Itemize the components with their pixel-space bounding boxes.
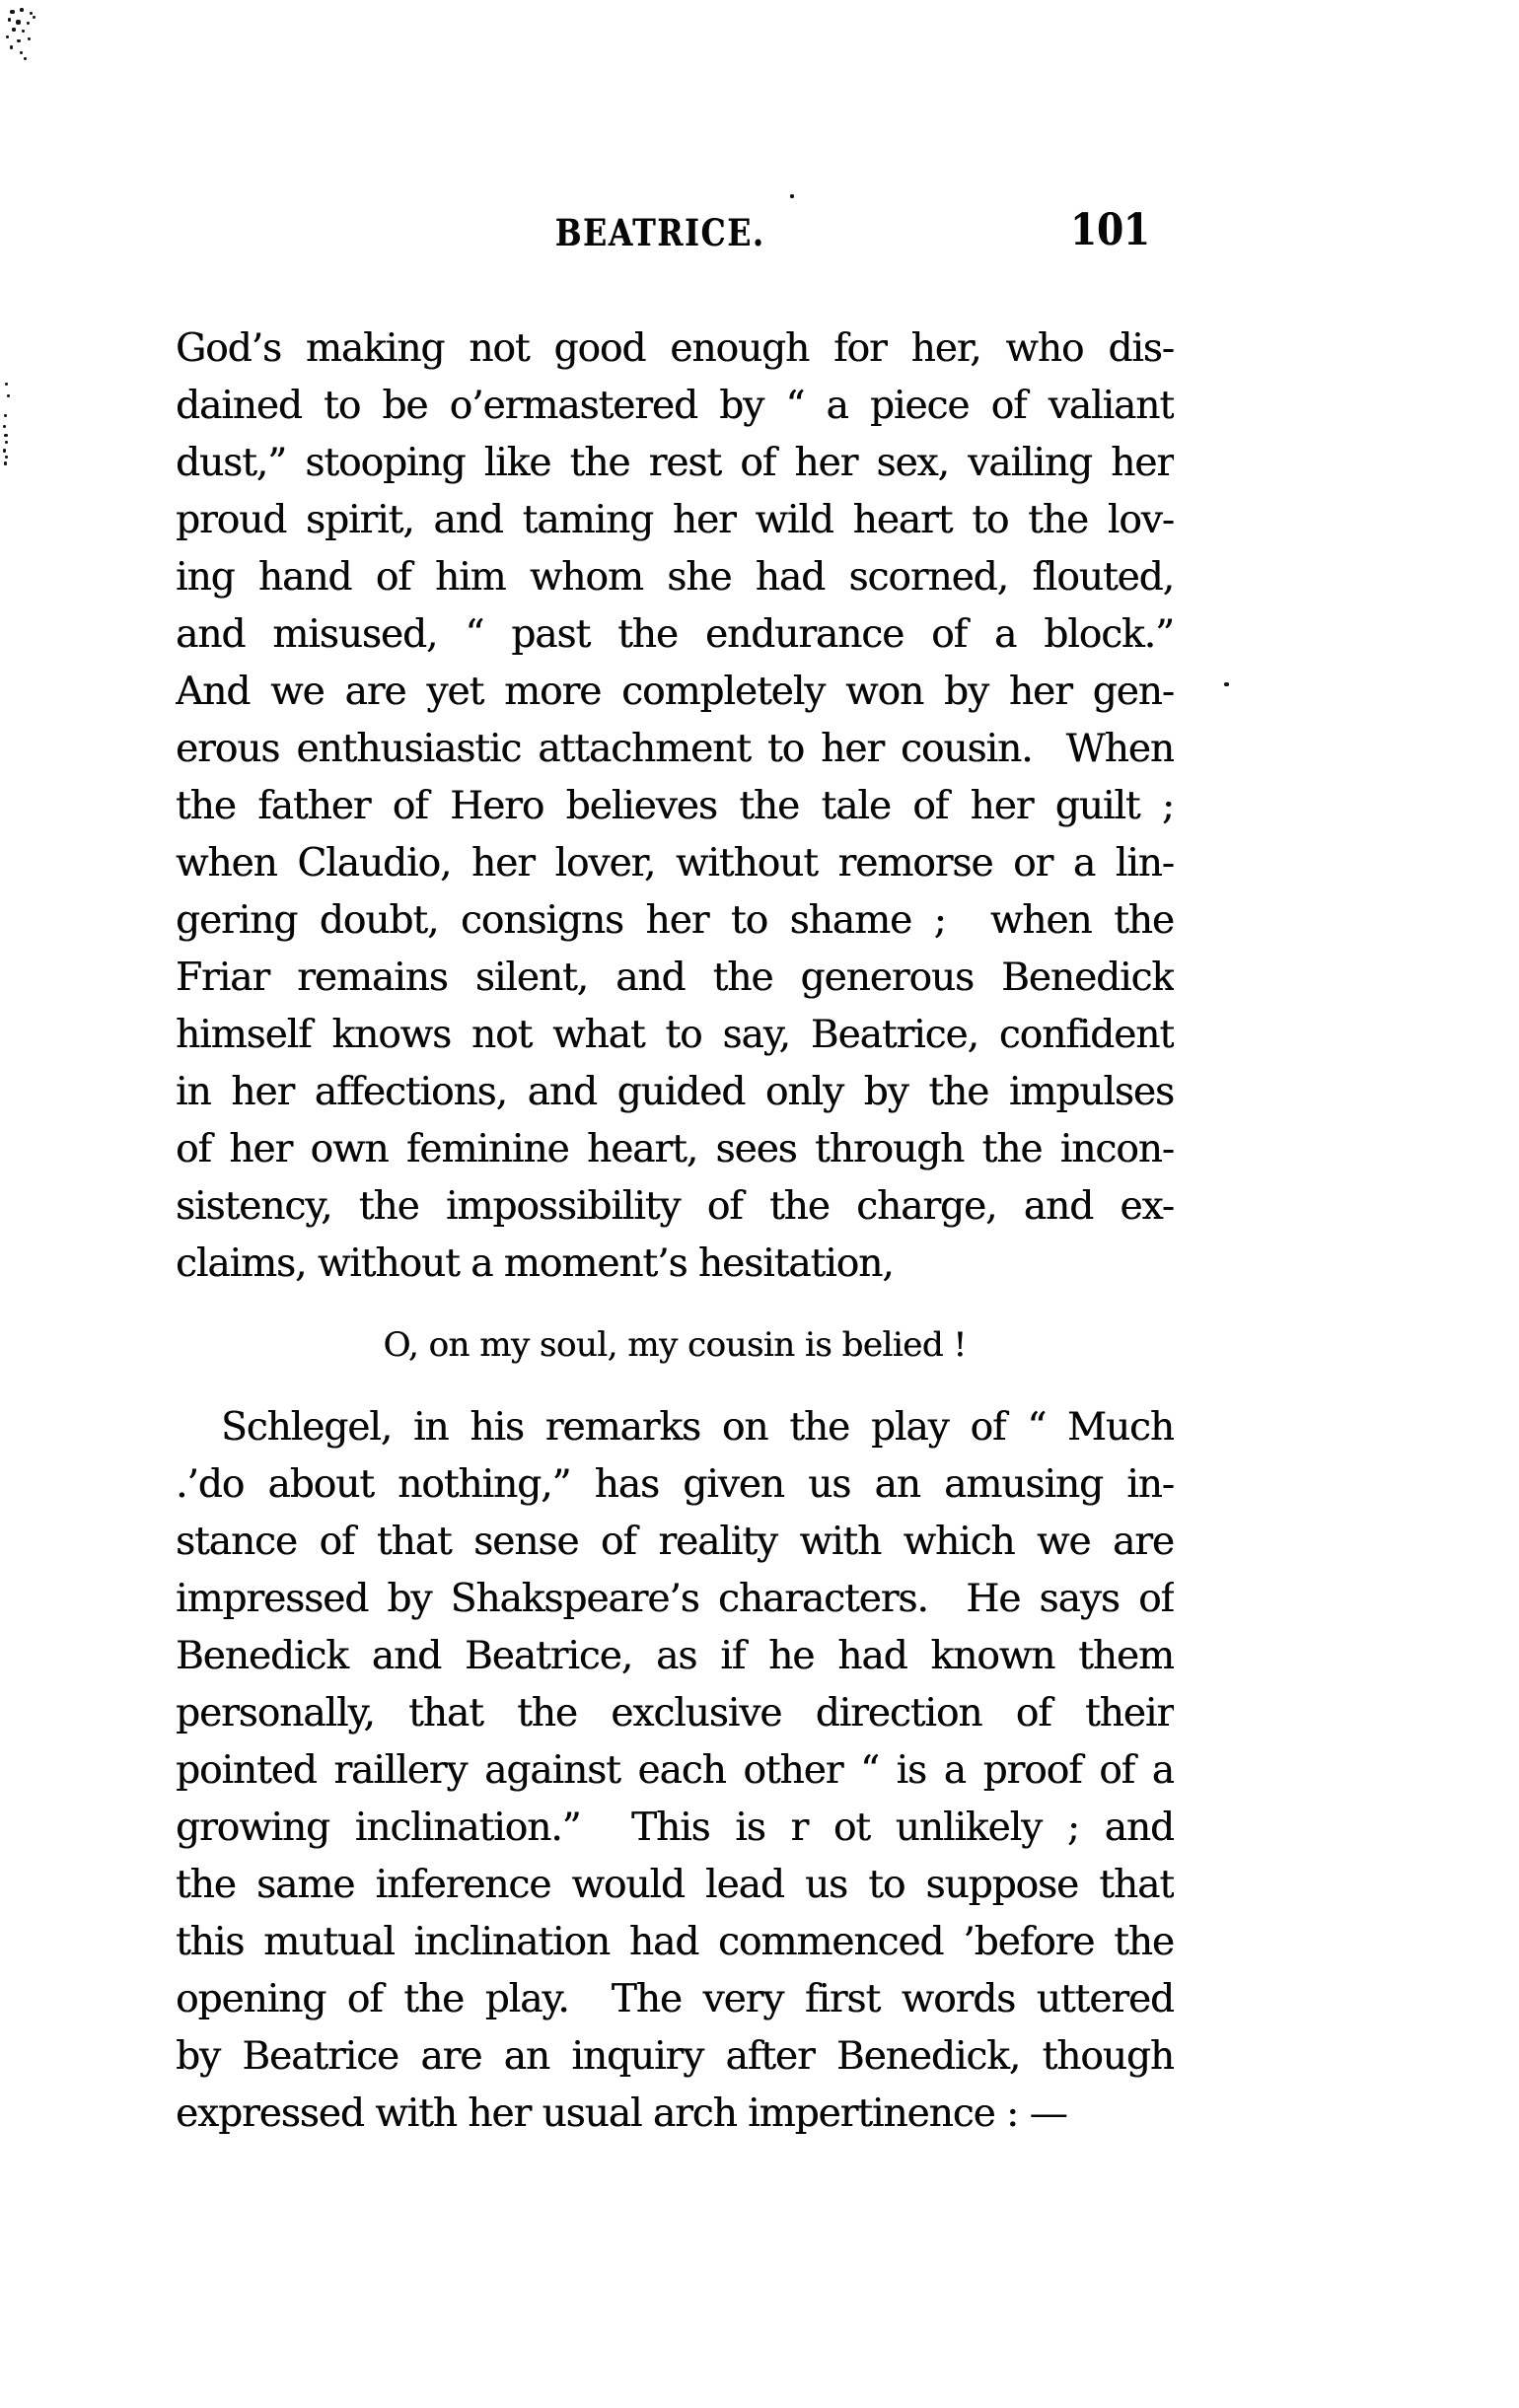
text-line: when Claudio, her lover, without remorse or a lin- [176,841,1174,885]
text-line: .’do about nothing,” has given us an amusing in- [176,1462,1174,1507]
scan-speckle [6,35,9,38]
text-line: gering doubt, consigns her to shame ; when the [176,898,1174,943]
scan-speckle [790,194,794,198]
text-line: and misused, “ past the endurance of a block.” [176,612,1174,657]
scan-speckle [3,449,6,453]
text-line: expressed with her usual arch impertinence : — [176,2091,1067,2136]
page-number: 101 [1070,205,1150,255]
text-line: proud spirit, and taming her wild heart to the lov- [176,498,1174,542]
header-title: BEATRICE. [554,211,765,254]
scan-speckle [7,394,10,397]
text-line: by Beatrice are an inquiry after Benedick, though [176,2034,1174,2079]
paragraph-2 [176,1399,1174,2143]
text-line: dust,” stooping like the rest of her sex, vailing her [176,441,1174,485]
scan-speckle [24,57,27,60]
text-line: sistency, the impossibility of the charge, and ex- [176,1184,1174,1229]
scan-speckle [4,434,8,437]
text-line: the same inference would lead us to suppose that [176,1863,1174,1907]
scan-speckle [17,39,21,42]
paragraph-1 [176,320,1174,1293]
text-line: opening of the play. The very first words uttered [176,1977,1174,2021]
text-line: dained to be o’ermastered by “ a piece of valiant [176,384,1174,428]
scan-speckle [33,16,36,19]
text-line: Benedick and Beatrice, as if he had known them [176,1634,1174,1678]
scan-speckle [3,425,6,428]
text-line: this mutual inclination had commenced ’before the [176,1920,1174,1964]
scan-speckle [8,18,11,22]
scan-speckle [10,10,15,14]
scan-speckle [5,383,8,386]
text-line: of her own feminine heart, sees through the incon- [176,1127,1174,1171]
text-line: growing inclination.” This is r ot unlikely ; and [176,1806,1174,1850]
scan-speckle [28,37,31,40]
text-line: the father of Hero believes the tale of her guilt ; [176,784,1174,828]
header-title-wrap [176,211,1144,254]
text-line: impressed by Shakspeare’s characters. He says of [176,1577,1174,1621]
verse-quote: O, on my soul, my cousin is belied ! [383,1325,967,1365]
scan-speckle [30,12,33,15]
scan-speckle [20,8,24,12]
text-line: erous enthusiastic attachment to her cousin. When [176,727,1174,771]
scan-speckle [22,30,25,33]
text-line: Schlegel, in his remarks on the play of “ Much [221,1405,1174,1450]
scan-speckle [1224,682,1229,686]
scan-speckle [12,28,16,32]
body-text [176,320,1174,2143]
scan-speckle [5,456,8,459]
text-line: ing hand of him whom she had scorned, flouted, [176,555,1174,600]
text-line: And we are yet more completely won by her gen- [176,670,1174,714]
scan-speckle [4,414,7,417]
scan-speckle [4,461,7,465]
scan-speckle [10,45,13,49]
scan-speckle [5,441,8,444]
text-line: stance of that sense of reality with which we are [176,1520,1174,1564]
text-line: Friar remains silent, and the generous Benedick [176,956,1174,1000]
scan-speckle [20,51,23,54]
text-line: himself knows not what to say, Beatrice, confident [176,1013,1174,1057]
text-line: God’s making not good enough for her, who dis- [176,326,1174,371]
text-line: claims, without a moment’s hesitation, [176,1241,894,1286]
scan-speckle [16,20,21,25]
text-line: in her affections, and guided only by the impulses [176,1070,1174,1114]
running-head [176,205,1174,258]
scan-speckle [27,22,30,25]
text-line: personally, that the exclusive direction of their [176,1691,1174,1735]
text-line: pointed raillery against each other “ is a proof of a [176,1748,1174,1793]
